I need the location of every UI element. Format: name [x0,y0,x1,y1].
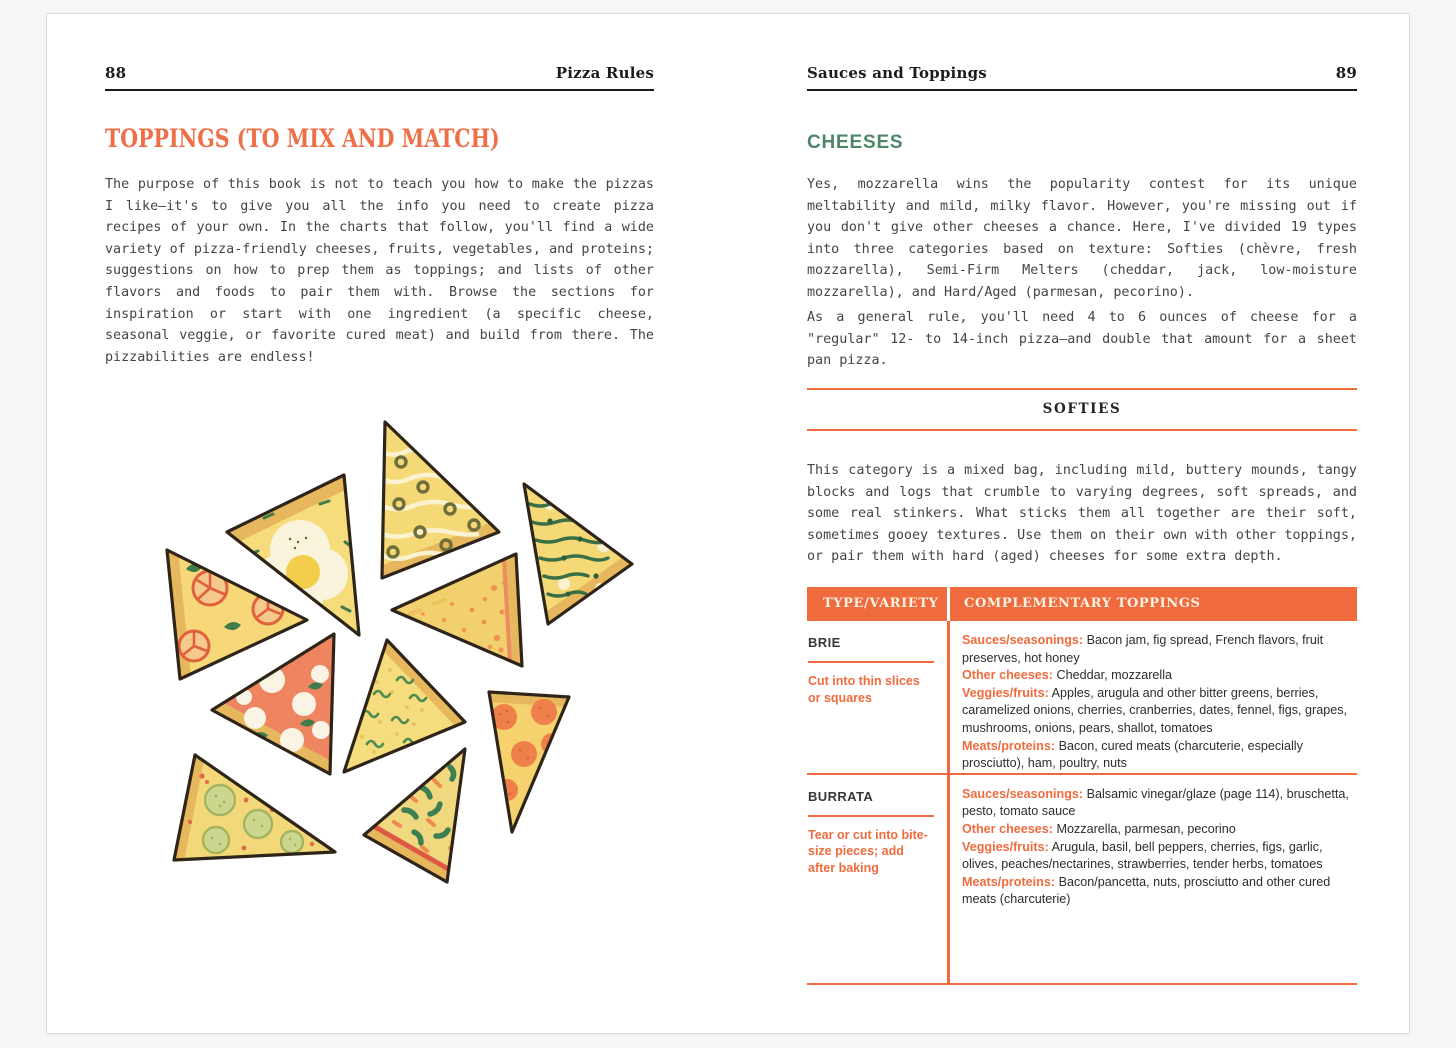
left-running-head [105,64,654,91]
right-running-head [807,64,1357,91]
entry-meats: Meats/proteins: Bacon, cured meats (charcuterie, especially prosciutto), ham, poultry, nuts [962,738,1303,771]
softies-banner: SOFTIES [807,388,1357,431]
slice-pesto-icon [524,484,632,624]
table-header-type: TYPE/VARIETY [807,587,947,621]
type-cell [807,775,947,983]
table-body [807,621,1357,985]
slice-cheese-icon [392,554,522,666]
entry-sauces: Sauces/seasonings: Balsamic vinegar/glaze (page 114), bruschetta, pesto, tomato sauce [962,786,1349,819]
cheese-type-name: BRIE [808,635,841,650]
toppings-heading: TOPPINGS (TO MIX AND MATCH) [105,124,500,153]
softies-paragraph: This category is a mixed bag, including mild, buttery mounds, tangy blocks and logs that crumble to varying degrees, soft spreads, and some real stinkers. What sticks them all together are their soft, sometimes gooey textures. Use them on their own with other toppings, or pair them with hard (aged) cheeses for some extra depth. [807,463,1357,565]
type-rule [808,815,934,817]
left-body-paragraph: The purpose of this book is not to teach you how to make the pizzas I like—it's to give you all the info you need to create pizza recipes of your own. In the charts that follow, you'll find a wide variety of pizza-friendly cheeses, fruits, vegetables, and proteins; suggestions on how to prep them as toppings; and lists of other flavors and foods to pair them with. Browse the sections for inspiration or start with one ingredient (a specific cheese, seasonal veggie, or favorite cured meat) and build from there. The pizzabilities are endless! [105,177,654,365]
toppings-cell [947,775,1357,983]
prep-note: Tear or cut into bite-size pieces; add after baking [808,827,928,875]
slice-green-beans-icon [364,749,465,882]
right-page-number: 89 [1335,64,1357,82]
toppings-cell [947,621,1357,773]
cheeses-paragraph-1: Yes, mozzarella wins the popularity contest for its unique meltability and mild, milky flavor. However, you're missing out if you don't give other cheeses a chance. Here, I've divided 19 types into three categories based on texture: Softies (chèvre, fresh mozzarella), Semi-Firm Melters (cheddar, jack, low-moisture mozzarella), and Hard/Aged (parmesan, pecorino). [807,177,1357,300]
type-rule [808,661,934,663]
type-cell [807,621,947,773]
entry-veggies: Veggies/fruits: Apples, arugula and other bitter greens, berries, caramelized onions, cherries, cranberries, dates, fennel, figs, grapes, mushrooms, onions, pears, shallot, tomatoes [962,685,1348,735]
left-page-number: 88 [105,64,127,82]
slice-zucchini-icon [174,755,335,860]
cheeses-paragraph-2: As a general rule, you'll need 4 to 6 ounces of cheese for a "regular" 12- to 14-inch pizza—and double that amount for a sheet pan pizza. [807,310,1357,369]
slice-pepperoni-icon [489,692,569,832]
table-row-burrata [807,773,1357,983]
left-running-title: Pizza Rules [555,64,654,82]
entry-other-cheeses: Other cheeses: Cheddar, mozzarella [962,668,1173,683]
table-header-toppings: COMPLEMENTARY TOPPINGS [950,587,1357,621]
book-spread [46,13,1410,1034]
cheese-type-name: BURRATA [808,788,874,804]
right-page [807,14,1357,1033]
entry-meats: Meats/proteins: Bacon/pancetta, nuts, prosciutto and other cured meats (charcuterie) [962,874,1331,907]
table-header-row [807,587,1357,621]
pizza-slices-illustration [152,392,652,892]
slice-olives-icon [377,422,499,578]
table-column-divider [947,621,950,983]
left-page [105,14,654,1033]
table-row-brie [807,621,1357,773]
entry-veggies: Veggies/fruits: Arugula, basil, bell peppers, cherries, figs, garlic, olives, peaches/nectarines, strawberries, tender herbs, tomatoes [962,839,1323,872]
entry-sauces: Sauces/seasonings: Bacon jam, fig spread, French flavors, fruit preserves, hot honey [962,633,1324,665]
slice-herbs-icon [344,640,465,772]
prep-note: Cut into thin slices or squares [808,674,920,705]
entry-other-cheeses: Other cheeses: Mozzarella, parmesan, pecorino [962,821,1236,836]
right-running-title: Sauces and Toppings [807,64,987,82]
cheeses-heading: CHEESES [807,132,904,153]
softies-toppings-table [807,587,1357,985]
